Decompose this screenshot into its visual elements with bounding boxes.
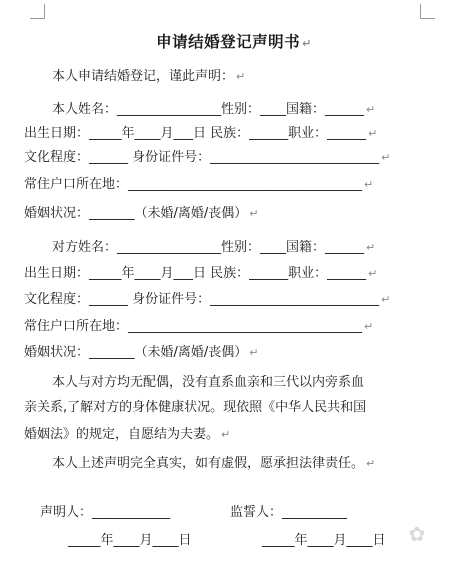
- paragraph-mark-icon: [381, 151, 390, 164]
- form-line-text: 常住户口所在地：____________________________________: [24, 319, 363, 334]
- document-title: [0, 30, 468, 52]
- form-line: [52, 374, 364, 392]
- paragraph-mark-icon: [221, 428, 230, 441]
- form-line-text: 婚姻状况：_______（未婚/离婚/丧偶）: [24, 345, 248, 360]
- form-line: [24, 265, 377, 283]
- form-line-text: _____年____月____日: [68, 533, 192, 548]
- paragraph-mark-icon: [364, 178, 373, 191]
- form-line-text: 本人姓名：________________性别：____国籍：______: [52, 102, 365, 117]
- form-line-text: 声明人：____________: [40, 505, 171, 520]
- form-line-text: 监誓人：__________: [230, 505, 348, 520]
- form-line-text: 本人申请结婚登记，谨此声明：: [52, 69, 235, 84]
- paragraph-mark-icon: [236, 70, 245, 83]
- form-line-text: 文化程度：______ 身份证件号：__________________________: [24, 292, 380, 307]
- form-line: [24, 125, 377, 143]
- form-line: [24, 426, 230, 444]
- form-line-text: _____年____月____日: [262, 533, 386, 548]
- form-line-text: 常住户口所在地：____________________________________: [24, 177, 363, 192]
- form-line-text: 婚姻法》的规定，自愿结为夫妻。: [24, 427, 220, 442]
- paragraph-mark-icon: [249, 346, 258, 359]
- form-line-text: 出生日期：_____年____月___日 民族：______职业：______: [24, 126, 367, 141]
- form-line-text: 亲关系,了解对方的身体健康状况。现依照《中华人民共和国: [24, 400, 367, 415]
- form-line: [24, 344, 258, 362]
- form-line: [24, 291, 390, 309]
- form-line: [68, 532, 192, 550]
- form-line: [52, 68, 245, 86]
- paragraph-mark-icon: [366, 457, 375, 470]
- form-line: [40, 504, 170, 522]
- form-line: [52, 455, 375, 473]
- form-line: [262, 532, 386, 550]
- page-corner-mark-top-left: [30, 4, 45, 19]
- paragraph-mark-icon: [302, 37, 312, 50]
- form-line-text: 本人上述声明完全真实，如有虚假，愿承担法律责任。: [52, 456, 365, 471]
- watermark-icon: ✿: [408, 522, 426, 546]
- form-line-text: 婚姻状况：_______（未婚/离婚/丧偶）: [24, 206, 248, 221]
- form-line-text: 文化程度：______ 身份证件号：__________________________: [24, 150, 380, 165]
- paragraph-mark-icon: [249, 207, 258, 220]
- paragraph-mark-icon: [381, 293, 390, 306]
- form-line-text: 本人与对方均无配偶，没有直系血亲和三代以内旁系血: [52, 375, 365, 390]
- form-line: [52, 239, 375, 257]
- paragraph-mark-icon: [368, 127, 377, 140]
- form-line: [52, 101, 375, 119]
- paragraph-mark-icon: [366, 241, 375, 254]
- form-line: [24, 149, 390, 167]
- paragraph-mark-icon: [364, 320, 373, 333]
- form-line-text: 对方姓名：________________性别：____国籍：______: [52, 240, 365, 255]
- form-line: [230, 504, 347, 522]
- page-corner-mark-top-right: [420, 4, 435, 19]
- document-title-text: 申请结婚登记声明书: [156, 33, 301, 51]
- form-line: [24, 205, 258, 223]
- paragraph-mark-icon: [366, 103, 375, 116]
- form-line-text: 出生日期：_____年____月___日 民族：______职业：______: [24, 266, 367, 281]
- form-line: [24, 399, 366, 417]
- form-line: [24, 176, 373, 194]
- form-line: [24, 318, 373, 336]
- paragraph-mark-icon: [368, 267, 377, 280]
